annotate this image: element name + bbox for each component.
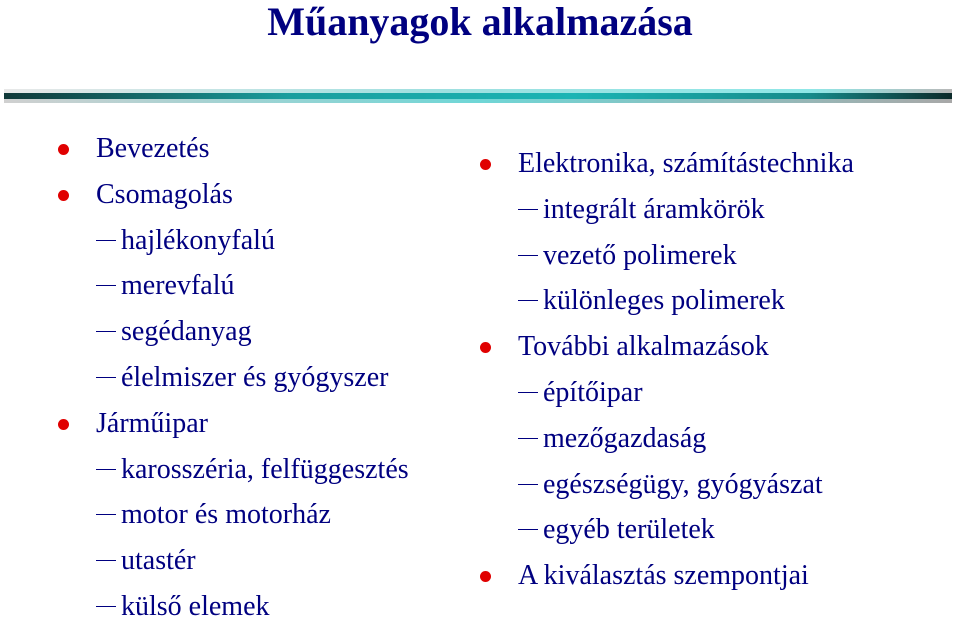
left-bullet-list — [56, 126, 409, 630]
dash-icon — [518, 438, 538, 439]
bullet-text: utastér — [121, 545, 196, 577]
sub-bullet-item — [478, 233, 854, 279]
sub-bullet-item — [56, 584, 409, 630]
sub-bullet-item — [478, 462, 854, 508]
sub-bullet-item — [56, 218, 409, 264]
slide-title: Műanyagok alkalmazása — [267, 0, 693, 44]
bullet-text: Bevezetés — [96, 133, 210, 164]
sub-bullet-item — [56, 355, 409, 401]
sub-bullet-item — [478, 507, 854, 553]
bullet-item — [478, 324, 854, 370]
bullet-text: merevfalú — [121, 270, 235, 302]
bullet-text: hajlékonyfalú — [121, 224, 275, 256]
bullet-item — [478, 553, 854, 599]
dash-icon — [96, 469, 116, 470]
dash-icon — [518, 300, 538, 301]
red-dot-bullet-icon — [480, 571, 491, 582]
bullet-text: Járműipar — [96, 407, 208, 439]
bullet-item — [56, 172, 409, 218]
dash-icon — [96, 560, 116, 561]
bullet-text: egyéb területek — [543, 514, 715, 546]
dash-icon — [518, 484, 538, 485]
sub-bullet-item — [56, 447, 409, 493]
dash-icon — [518, 255, 538, 256]
bullet-text: különleges polimerek — [543, 285, 785, 317]
bullet-text: élelmiszer és gyógyszer — [121, 361, 389, 393]
bullet-text: segédanyag — [121, 316, 252, 348]
bullet-item — [56, 126, 409, 172]
bullet-text: Elektronika, számítástechnika — [518, 148, 854, 179]
title-divider — [4, 89, 952, 103]
dash-icon — [96, 285, 116, 286]
dash-icon — [518, 209, 538, 210]
bullet-text: mezőgazdaság — [543, 422, 707, 454]
bullet-item — [478, 141, 854, 187]
dash-icon — [518, 392, 538, 393]
dash-icon — [96, 606, 116, 607]
dash-icon — [96, 331, 116, 332]
sub-bullet-item — [56, 538, 409, 584]
sub-bullet-item — [478, 416, 854, 462]
red-dot-bullet-icon — [58, 190, 69, 201]
bullet-text: integrált áramkörök — [543, 193, 765, 225]
sub-bullet-item — [478, 278, 854, 324]
sub-bullet-item — [478, 370, 854, 416]
red-dot-bullet-icon — [480, 342, 491, 353]
dash-icon — [96, 240, 116, 241]
bullet-text: építőipar — [543, 376, 643, 408]
bullet-text: További alkalmazások — [518, 331, 769, 363]
dash-icon — [96, 514, 116, 515]
bullet-text: egészségügy, gyógyászat — [543, 468, 823, 500]
sub-bullet-item — [56, 309, 409, 355]
bullet-text: vezető polimerek — [543, 239, 737, 271]
bullet-text: Csomagolás — [96, 178, 233, 210]
red-dot-bullet-icon — [58, 144, 69, 155]
dash-icon — [96, 377, 116, 378]
right-bullet-list — [478, 141, 854, 599]
bullet-text: motor és motorház — [121, 499, 331, 531]
sub-bullet-item — [56, 492, 409, 538]
sub-bullet-item — [56, 263, 409, 309]
bullet-text: karosszéria, felfüggesztés — [121, 453, 409, 485]
bullet-text: A kiválasztás szempontjai — [518, 560, 809, 592]
bullet-item — [56, 401, 409, 447]
dash-icon — [518, 529, 538, 530]
sub-bullet-item — [478, 187, 854, 233]
red-dot-bullet-icon — [58, 419, 69, 430]
red-dot-bullet-icon — [480, 159, 491, 170]
bullet-text: külső elemek — [121, 590, 270, 622]
